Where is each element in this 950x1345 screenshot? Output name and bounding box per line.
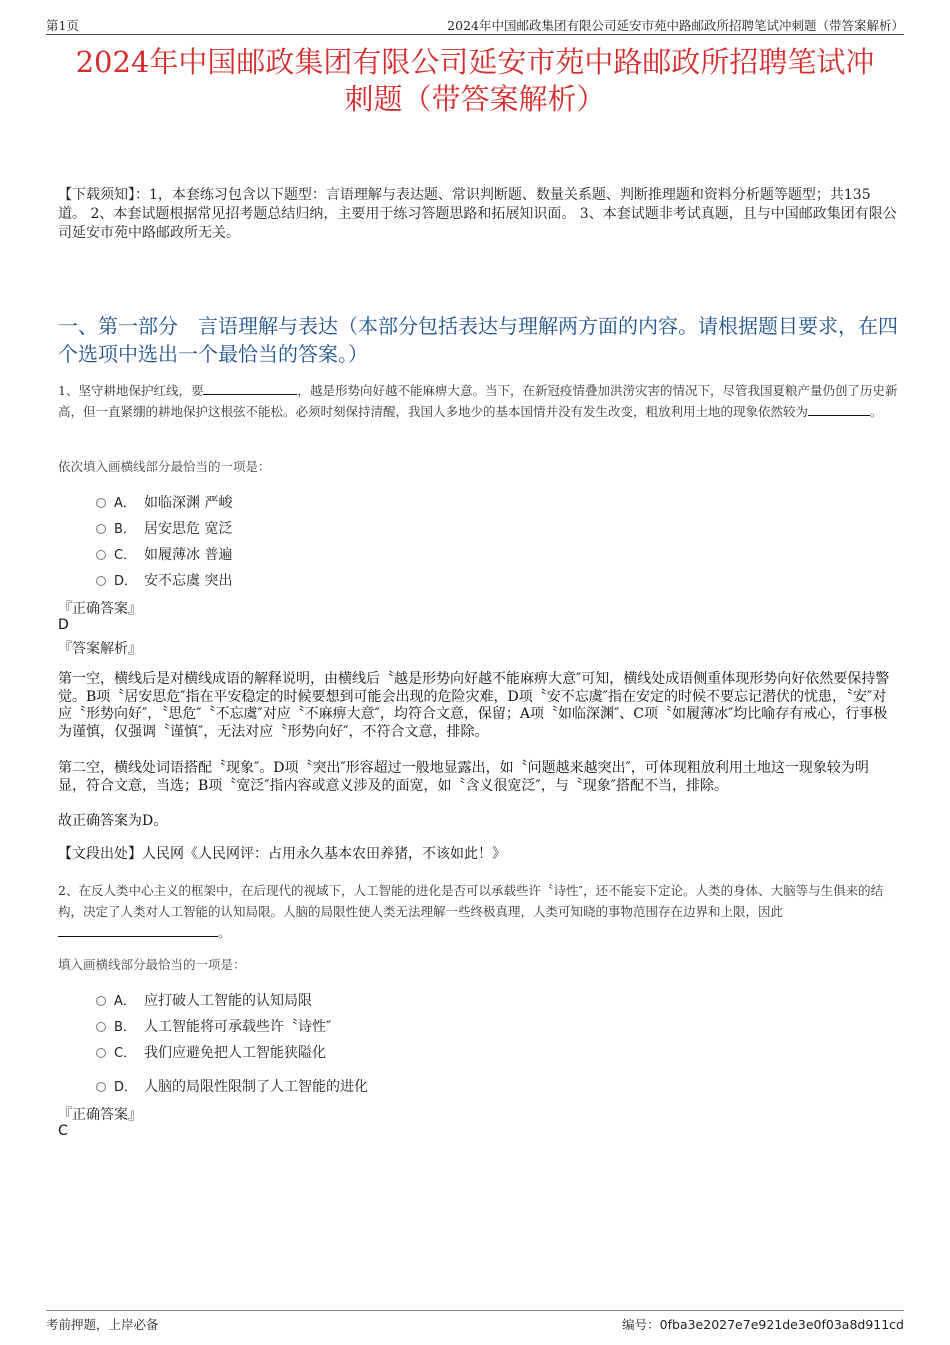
question-1-option-b[interactable] [96, 518, 232, 538]
title-line-1: 2024年中国邮政集团有限公司延安市苑中路邮政所招聘笔试冲 [75, 45, 875, 79]
option-text: 我们应避免把人工智能狭隘化 [144, 1045, 326, 1061]
source-citation: 【文段出处】人民网《人民网评：占用永久基本农田养猪，不该如此！》 [58, 846, 506, 862]
question-2-option-c[interactable] [96, 1042, 326, 1062]
analysis-paragraph-2: 第二空，横线处词语搭配〝现象″。D项〝突出″形容超过一般地显露出，如〝问题越来越突出″，可体现粗放利用土地这一现象较为明显，符合文意，当选；B项〝宽泛″指内容或意义涉及的面宽，如〝含义很宽泛″，与〝现象″搭配不当，排除。 [58, 760, 869, 794]
option-letter: B． [114, 1020, 136, 1035]
question-2-text-a: 2、在反人类中心主义的框架中，在后现代的视域下，人工智能的进化是否可以承载些许〝诗性″，还不能妄下定论。人类的身体、大脑等与生俱来的结构，决定了人类对人工智能的认知局限。人脑的局限性使人类无法理解一些终极真理，人类可知晓的事物范围存在边界和上限，因此 [58, 883, 884, 919]
question-2-text [58, 880, 898, 943]
answer-label: 『正确答案』 [58, 601, 142, 617]
option-letter: D． [114, 1080, 138, 1095]
document-code [622, 1315, 904, 1333]
option-letter: C． [114, 1046, 137, 1061]
radio-icon[interactable] [96, 550, 106, 560]
document-title [40, 44, 910, 118]
question-1-option-d[interactable] [96, 570, 232, 590]
section-heading: 一、第一部分 言语理解与表达（本部分包括表达与理解两方面的内容。请根据题目要求，在四个选项中选出一个最恰当的答案。） [58, 314, 898, 366]
question-2-option-a[interactable] [96, 990, 312, 1010]
option-text: 应打破人工智能的认知局限 [144, 993, 312, 1009]
blank-line [58, 923, 218, 937]
footer-slogan: 考前押题，上岸必备 [46, 1317, 159, 1332]
blank-line [203, 381, 297, 395]
code-value: 0fba3e2027e7e921de3e0f03a8d911cd [659, 1317, 904, 1332]
header-doc-title: 2024年中国邮政集团有限公司延安市苑中路邮政所招聘笔试冲刺题（带答案解析） [447, 18, 904, 33]
question-2-option-b[interactable] [96, 1016, 331, 1036]
page-header [46, 14, 904, 35]
question-1-prompt: 依次填入画横线部分最恰当的一项是： [58, 459, 271, 474]
analysis-label: 『答案解析』 [58, 641, 142, 657]
radio-icon[interactable] [96, 1048, 106, 1058]
option-text: 居安思危 宽泛 [144, 521, 233, 537]
question-1-text-c: 。 [870, 404, 883, 419]
download-notice: 【下载须知】：1，本套练习包含以下题型：言语理解与表达题、常识判断题、数量关系题、判断推理题和资料分析题等题型；共135道。 2、本套试题根据常见招考题总结归纳，主要用于练习答题思路和拓展知识面。 3、本套试题非考试真题，且与中国邮政集团有限公司延安市苑中路邮政所无关。 [58, 187, 897, 241]
answer-value: C [58, 1123, 68, 1139]
question-1-text-b: ，越是形势向好越不能麻痹大意。当下，在新冠疫情叠加洪涝灾害的情况下，尽管我国夏粮产量仍创了历史新高，但一直紧绷的耕地保护这根弦不能松。必须时刻保持清醒，我国人多地少的基本国情并没有发生改变，粗放利用土地的现象依然较为 [58, 383, 898, 419]
option-text: 人脑的局限性限制了人工智能的进化 [144, 1079, 368, 1095]
analysis-conclusion: 故正确答案为D。 [58, 813, 168, 829]
answer-value: D [58, 617, 69, 633]
radio-icon[interactable] [96, 498, 106, 508]
radio-icon[interactable] [96, 524, 106, 534]
title-line-2: 刺题（带答案解析） [344, 82, 606, 116]
question-1-option-a[interactable] [96, 492, 232, 512]
option-letter: A． [114, 496, 136, 511]
question-2-option-d[interactable] [96, 1076, 368, 1096]
radio-icon[interactable] [96, 1082, 106, 1092]
answer-label: 『正确答案』 [58, 1107, 142, 1123]
question-1-option-c[interactable] [96, 544, 232, 564]
option-letter: A． [114, 994, 136, 1009]
radio-icon[interactable] [96, 576, 106, 586]
option-text: 人工智能将可承载些许〝诗性″ [144, 1019, 332, 1035]
question-1-text [58, 380, 898, 422]
blank-line [808, 402, 870, 416]
page-footer [46, 1310, 904, 1335]
option-text: 安不忘虞 突出 [144, 573, 233, 589]
radio-icon[interactable] [96, 996, 106, 1006]
option-letter: C． [114, 548, 137, 563]
option-letter: B． [114, 522, 136, 537]
option-text: 如履薄冰 普遍 [144, 547, 233, 563]
code-label: 编号： [622, 1317, 660, 1332]
question-2-prompt: 填入画横线部分最恰当的一项是： [58, 957, 246, 972]
option-text: 如临深渊 严峻 [144, 495, 233, 511]
analysis-paragraph-1: 第一空，横线后是对横线成语的解释说明，由横线后〝越是形势向好越不能麻痹大意″可知，横线处成语侧重体现形势向好依然要保持警觉。B项〝居安思危″指在平安稳定的时候要想到可能会出现的危险灾难，D项〝安不忘虞″指在安定的时候不要忘记潜伏的忧患，〝安″对应〝形势向好″，〝思危″〝不忘虞″对应〝不麻痹大意″，均符合文意，保留；A项〝如临深渊″、C项〝如履薄冰″均比喻存有戒心，行事极为谨慎，仅强调〝谨慎″，无法对应〝形势向好″，不符合文意，排除。 [58, 671, 890, 740]
option-letter: D． [114, 574, 138, 589]
question-2-text-b: 。 [218, 925, 231, 940]
page-number: 第1页 [46, 18, 79, 33]
radio-icon[interactable] [96, 1022, 106, 1032]
question-1-text-a: 1、坚守耕地保护红线，要 [58, 383, 204, 398]
